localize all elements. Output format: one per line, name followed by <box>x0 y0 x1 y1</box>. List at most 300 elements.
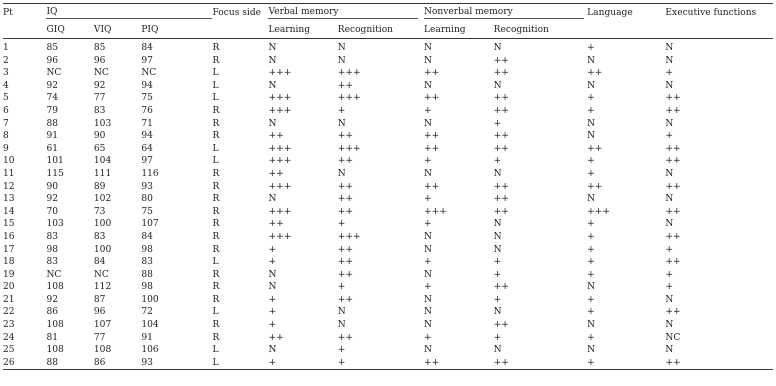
cell-focus-side: L <box>212 68 219 79</box>
header-pt: Pt <box>3 7 13 18</box>
cell-giq: 88 <box>46 357 59 368</box>
cell-language: N <box>587 320 596 331</box>
cell-giq: 92 <box>46 80 59 91</box>
cell-giq: 108 <box>46 282 64 293</box>
cell-verbal-learning: + <box>268 357 277 368</box>
cell-focus-side: L <box>212 307 219 318</box>
cell-nonverbal-learning: ++ <box>423 93 440 104</box>
cell-verbal-learning: N <box>268 55 277 66</box>
cell-viq: 85 <box>93 43 106 53</box>
table-row <box>3 92 773 105</box>
cell-nonverbal-learning: + <box>423 257 432 268</box>
cell-language: + <box>587 43 595 53</box>
cell-nonverbal-recognition: ++ <box>493 143 509 154</box>
cell-viq: 77 <box>93 93 106 104</box>
cell-viq: 77 <box>93 332 106 343</box>
cell-language: ++ <box>587 143 603 154</box>
cell-verbal-recognition: ++ <box>337 269 354 280</box>
cell-giq: 115 <box>46 168 64 179</box>
cell-verbal-learning: ++ <box>268 131 284 142</box>
header-language: Language <box>587 7 633 18</box>
cell-focus-side: R <box>212 294 220 305</box>
cell-pt: 1 <box>3 43 9 53</box>
cell-pt: 15 <box>3 219 15 230</box>
cell-executive-functions: ++ <box>665 357 681 368</box>
cell-language: + <box>587 357 595 368</box>
cell-piq: 71 <box>141 118 153 129</box>
cell-focus-side: R <box>212 194 220 205</box>
cell-giq: 85 <box>46 43 59 53</box>
cell-executive-functions: NC <box>665 332 681 343</box>
header-giq: GIQ <box>46 24 65 35</box>
cell-verbal-recognition: ++ <box>337 194 354 205</box>
cell-viq: 96 <box>93 307 106 318</box>
cell-verbal-recognition: + <box>337 345 346 356</box>
cell-focus-side: R <box>212 118 220 129</box>
cell-pt: 17 <box>3 244 15 255</box>
cell-nonverbal-learning: + <box>423 156 432 167</box>
cell-pt: 22 <box>3 307 15 318</box>
cell-viq: 107 <box>93 320 112 331</box>
cell-nonverbal-recognition: N <box>493 231 502 242</box>
cell-verbal-recognition: ++ <box>337 181 354 192</box>
cell-language: + <box>587 269 595 280</box>
cell-viq: NC <box>93 68 109 79</box>
cell-executive-functions: ++ <box>665 181 681 192</box>
data-table <box>3 3 773 370</box>
header-nonverbal-memory <box>424 4 587 21</box>
cell-giq: 83 <box>46 231 59 242</box>
cell-language: + <box>587 231 595 242</box>
cell-executive-functions: + <box>665 68 674 79</box>
cell-piq: 75 <box>141 93 153 104</box>
header-verbal-memory <box>268 4 424 21</box>
cell-viq: 65 <box>93 143 106 154</box>
cell-verbal-recognition: + <box>337 357 346 368</box>
cell-nonverbal-learning: N <box>423 55 432 66</box>
cell-nonverbal-recognition: ++ <box>493 206 509 217</box>
header-viq: VIQ <box>93 24 112 35</box>
table-row <box>3 269 773 282</box>
cell-verbal-recognition: ++ <box>337 257 354 268</box>
cell-piq: 84 <box>141 43 153 53</box>
table-row <box>3 218 773 231</box>
cell-language: ++ <box>587 68 603 79</box>
cell-giq: NC <box>46 269 62 280</box>
cell-viq: 100 <box>93 219 112 230</box>
cell-nonverbal-recognition: ++ <box>493 105 509 116</box>
cell-viq: 100 <box>93 244 112 255</box>
cell-giq: 101 <box>46 156 64 167</box>
cell-viq: 102 <box>93 194 112 205</box>
cell-language: +++ <box>587 206 610 217</box>
cell-giq: 88 <box>46 118 59 129</box>
cell-nonverbal-learning: N <box>423 269 432 280</box>
cell-nonverbal-learning: ++ <box>423 131 440 142</box>
cell-giq: 81 <box>46 332 59 343</box>
cell-verbal-learning: + <box>268 307 277 318</box>
cell-nonverbal-recognition: N <box>493 345 502 356</box>
table-row <box>3 193 773 206</box>
table-row <box>3 306 773 319</box>
cell-executive-functions: N <box>665 294 674 305</box>
cell-focus-side: R <box>212 282 220 293</box>
cell-verbal-recognition: ++ <box>337 80 354 91</box>
cell-verbal-recognition: + <box>337 282 346 293</box>
table-row <box>3 319 773 332</box>
cell-language: N <box>587 118 596 129</box>
cell-nonverbal-learning: N <box>423 345 432 356</box>
cell-focus-side: R <box>212 269 220 280</box>
header-iq-label: IQ <box>46 6 212 19</box>
cell-nonverbal-recognition: ++ <box>493 68 509 79</box>
cell-executive-functions: N <box>665 43 674 53</box>
cell-verbal-learning: N <box>268 282 277 293</box>
cell-pt: 9 <box>3 143 9 154</box>
cell-piq: 97 <box>141 156 153 167</box>
cell-giq: 103 <box>46 219 64 230</box>
cell-executive-functions: N <box>665 168 674 179</box>
cell-pt: 6 <box>3 105 9 116</box>
table-body <box>3 42 773 370</box>
cell-verbal-learning: N <box>268 80 277 91</box>
table-row <box>3 67 773 80</box>
cell-verbal-learning: + <box>268 320 277 331</box>
cell-nonverbal-recognition: N <box>493 43 502 53</box>
cell-giq: 61 <box>46 143 59 154</box>
cell-piq: 83 <box>141 257 153 268</box>
cell-verbal-learning: N <box>268 345 277 356</box>
cell-focus-side: R <box>212 332 220 343</box>
cell-verbal-learning: ++ <box>268 168 284 179</box>
cell-verbal-learning: +++ <box>268 156 292 167</box>
table-row <box>3 105 773 118</box>
cell-language: + <box>587 307 595 318</box>
cell-language: + <box>587 219 595 230</box>
cell-focus-side: R <box>212 43 220 53</box>
cell-language: + <box>587 257 595 268</box>
cell-verbal-recognition: +++ <box>337 93 361 104</box>
cell-executive-functions: ++ <box>665 231 681 242</box>
table-row <box>3 80 773 93</box>
cell-verbal-recognition: +++ <box>337 68 361 79</box>
cell-pt: 25 <box>3 345 15 356</box>
cell-verbal-learning: +++ <box>268 105 292 116</box>
cell-language: N <box>587 194 596 205</box>
cell-giq: 108 <box>46 320 64 331</box>
cell-nonverbal-learning: N <box>423 43 432 53</box>
cell-language: N <box>587 282 596 293</box>
cell-verbal-learning: +++ <box>268 93 292 104</box>
cell-viq: NC <box>93 269 109 280</box>
cell-focus-side: R <box>212 168 220 179</box>
cell-nonverbal-recognition: N <box>493 168 502 179</box>
table-row <box>3 55 773 68</box>
cell-giq: 91 <box>46 131 59 142</box>
cell-executive-functions: ++ <box>665 206 681 217</box>
cell-focus-side: R <box>212 206 220 217</box>
table-row <box>3 332 773 345</box>
cell-giq: 92 <box>46 194 59 205</box>
cell-giq: 98 <box>46 244 59 255</box>
cell-executive-functions: + <box>665 282 674 293</box>
cell-pt: 8 <box>3 131 9 142</box>
cell-nonverbal-recognition: ++ <box>493 357 509 368</box>
cell-verbal-recognition: ++ <box>337 131 354 142</box>
cell-pt: 16 <box>3 231 15 242</box>
cell-giq: 70 <box>46 206 59 217</box>
cell-verbal-learning: + <box>268 294 277 305</box>
cell-pt: 11 <box>3 168 15 179</box>
header-nonverbal-learning: Learning <box>423 24 466 35</box>
cell-pt: 7 <box>3 118 9 129</box>
cell-pt: 26 <box>3 357 15 368</box>
cell-viq: 96 <box>93 55 106 66</box>
cell-nonverbal-recognition: + <box>493 332 502 343</box>
table-row <box>3 357 773 370</box>
cell-nonverbal-learning: + <box>423 282 432 293</box>
cell-nonverbal-learning: ++ <box>423 143 440 154</box>
cell-verbal-recognition: N <box>337 118 346 129</box>
cell-piq: 94 <box>141 80 153 91</box>
cell-language: + <box>587 93 595 104</box>
cell-verbal-recognition: ++ <box>337 294 354 305</box>
cell-nonverbal-learning: + <box>423 105 432 116</box>
cell-nonverbal-learning: + <box>423 219 432 230</box>
cell-verbal-learning: ++ <box>268 332 284 343</box>
cell-nonverbal-learning: N <box>423 244 432 255</box>
cell-nonverbal-recognition: ++ <box>493 320 509 331</box>
cell-executive-functions: N <box>665 219 674 230</box>
cell-nonverbal-recognition: ++ <box>493 194 509 205</box>
cell-verbal-recognition: N <box>337 43 346 53</box>
cell-pt: 24 <box>3 332 15 343</box>
cell-language: + <box>587 105 595 116</box>
cell-executive-functions: ++ <box>665 257 681 268</box>
cell-focus-side: L <box>212 357 219 368</box>
cell-piq: 75 <box>141 206 153 217</box>
header-row-primary <box>3 4 773 21</box>
cell-nonverbal-recognition: N <box>493 219 502 230</box>
cell-verbal-learning: + <box>268 244 277 255</box>
table-row <box>3 294 773 307</box>
cell-viq: 104 <box>93 156 112 167</box>
cell-verbal-learning: + <box>268 257 277 268</box>
cell-pt: 18 <box>3 257 15 268</box>
cell-verbal-learning: N <box>268 269 277 280</box>
cell-language: N <box>587 80 596 91</box>
cell-giq: NC <box>46 68 62 79</box>
cell-nonverbal-recognition: + <box>493 118 502 129</box>
cell-pt: 19 <box>3 269 15 280</box>
cell-viq: 111 <box>93 168 112 179</box>
table-row <box>3 256 773 269</box>
cell-nonverbal-learning: N <box>423 320 432 331</box>
cell-verbal-recognition: N <box>337 320 346 331</box>
header-nonverbal-recognition: Recognition <box>493 24 549 35</box>
header-verbal-recognition: Recognition <box>337 24 394 35</box>
cell-nonverbal-learning: + <box>423 194 432 205</box>
cell-focus-side: L <box>212 80 219 91</box>
cell-piq: 93 <box>141 181 153 192</box>
header-focus-side: Focus side <box>212 7 262 18</box>
cell-viq: 92 <box>93 80 106 91</box>
cell-nonverbal-learning: ++ <box>423 357 440 368</box>
cell-language: + <box>587 332 595 343</box>
cell-piq: 116 <box>141 168 159 179</box>
cell-nonverbal-recognition: ++ <box>493 55 509 66</box>
cell-pt: 2 <box>3 55 9 66</box>
cell-verbal-learning: N <box>268 194 277 205</box>
cell-giq: 86 <box>46 307 59 318</box>
cell-verbal-recognition: +++ <box>337 143 361 154</box>
cell-nonverbal-recognition: + <box>493 294 502 305</box>
table-row <box>3 181 773 194</box>
cell-pt: 12 <box>3 181 15 192</box>
cell-nonverbal-learning: +++ <box>423 206 447 217</box>
cell-piq: 93 <box>141 357 153 368</box>
cell-piq: 84 <box>141 231 153 242</box>
cell-nonverbal-recognition: N <box>493 244 502 255</box>
cell-language: + <box>587 168 595 179</box>
cell-executive-functions: + <box>665 269 674 280</box>
cell-executive-functions: ++ <box>665 105 681 116</box>
header-nonverbal-memory-label: Nonverbal memory <box>424 6 584 19</box>
cell-giq: 90 <box>46 181 59 192</box>
cell-verbal-recognition: ++ <box>337 244 354 255</box>
cell-pt: 3 <box>3 68 9 79</box>
cell-nonverbal-learning: N <box>423 118 432 129</box>
cell-pt: 10 <box>3 156 15 167</box>
cell-verbal-recognition: N <box>337 168 346 179</box>
cell-pt: 14 <box>3 206 15 217</box>
cell-pt: 21 <box>3 294 15 305</box>
cell-focus-side: R <box>212 320 220 331</box>
cell-nonverbal-recognition: ++ <box>493 181 509 192</box>
table-row <box>3 281 773 294</box>
cell-verbal-learning: +++ <box>268 231 292 242</box>
cell-piq: 106 <box>141 345 159 356</box>
cell-nonverbal-recognition: ++ <box>493 131 509 142</box>
cell-piq: 107 <box>141 219 159 230</box>
cell-nonverbal-learning: N <box>423 168 432 179</box>
cell-language: N <box>587 131 596 142</box>
table-row <box>3 130 773 143</box>
cell-verbal-recognition: ++ <box>337 206 354 217</box>
cell-focus-side: L <box>212 93 219 104</box>
cell-nonverbal-recognition: ++ <box>493 93 509 104</box>
cell-language: + <box>587 294 595 305</box>
cell-executive-functions: N <box>665 320 674 331</box>
cell-verbal-learning: +++ <box>268 68 292 79</box>
cell-nonverbal-recognition: + <box>493 269 502 280</box>
cell-nonverbal-learning: N <box>423 307 432 318</box>
cell-viq: 73 <box>93 206 106 217</box>
cell-giq: 74 <box>46 93 59 104</box>
cell-executive-functions: ++ <box>665 307 681 318</box>
cell-viq: 112 <box>93 282 112 293</box>
cell-nonverbal-learning: ++ <box>423 181 440 192</box>
cell-nonverbal-recognition: N <box>493 307 502 318</box>
cell-executive-functions: N <box>665 80 674 91</box>
cell-focus-side: L <box>212 345 219 356</box>
cell-viq: 87 <box>93 294 106 305</box>
cell-verbal-recognition: N <box>337 307 346 318</box>
header-row-secondary <box>3 21 773 39</box>
cell-focus-side: R <box>212 131 220 142</box>
cell-giq: 79 <box>46 105 59 116</box>
cell-focus-side: R <box>212 181 220 192</box>
cell-nonverbal-learning: N <box>423 294 432 305</box>
cell-executive-functions: N <box>665 118 674 129</box>
cell-viq: 90 <box>93 131 106 142</box>
cell-nonverbal-recognition: ++ <box>493 282 509 293</box>
table-row <box>3 231 773 244</box>
cell-nonverbal-recognition: + <box>493 156 502 167</box>
cell-focus-side: L <box>212 257 219 268</box>
cell-language: N <box>587 345 596 356</box>
cell-focus-side: L <box>212 143 219 154</box>
cell-focus-side: R <box>212 105 220 116</box>
cell-verbal-recognition: +++ <box>337 231 361 242</box>
cell-piq: 98 <box>141 244 153 255</box>
cell-piq: 98 <box>141 282 153 293</box>
cell-executive-functions: ++ <box>665 143 681 154</box>
cell-executive-functions: + <box>665 244 674 255</box>
cell-verbal-learning: N <box>268 43 277 53</box>
cell-giq: 92 <box>46 294 59 305</box>
cell-executive-functions: + <box>665 131 674 142</box>
cell-nonverbal-recognition: + <box>493 257 502 268</box>
cell-verbal-learning: +++ <box>268 143 292 154</box>
cell-nonverbal-learning: N <box>423 231 432 242</box>
cell-pt: 13 <box>3 194 15 205</box>
cell-piq: 97 <box>141 55 153 66</box>
table-row <box>3 168 773 181</box>
table-row <box>3 42 773 55</box>
table-row <box>3 155 773 168</box>
header-iq <box>46 4 212 21</box>
cell-piq: NC <box>141 68 157 79</box>
cell-pt: 4 <box>3 80 9 91</box>
cell-pt: 20 <box>3 282 15 293</box>
cell-nonverbal-learning: ++ <box>423 68 440 79</box>
table-row <box>3 143 773 156</box>
cell-language: + <box>587 244 595 255</box>
cell-pt: 5 <box>3 93 9 104</box>
table-row <box>3 118 773 131</box>
cell-executive-functions: N <box>665 194 674 205</box>
cell-verbal-recognition: ++ <box>337 156 354 167</box>
cell-viq: 83 <box>93 231 106 242</box>
cell-verbal-recognition: N <box>337 55 346 66</box>
cell-language: N <box>587 55 596 66</box>
cell-executive-functions: ++ <box>665 93 681 104</box>
table-row <box>3 244 773 257</box>
cell-executive-functions: N <box>665 345 674 356</box>
table-row <box>3 206 773 219</box>
cell-piq: 104 <box>141 320 159 331</box>
cell-piq: 76 <box>141 105 153 116</box>
cell-giq: 96 <box>46 55 59 66</box>
cell-viq: 108 <box>93 345 112 356</box>
cell-focus-side: R <box>212 231 220 242</box>
cell-verbal-learning: +++ <box>268 181 292 192</box>
cell-verbal-learning: +++ <box>268 206 292 217</box>
cell-executive-functions: ++ <box>665 156 681 167</box>
table-row <box>3 344 773 357</box>
cell-piq: 72 <box>141 307 153 318</box>
